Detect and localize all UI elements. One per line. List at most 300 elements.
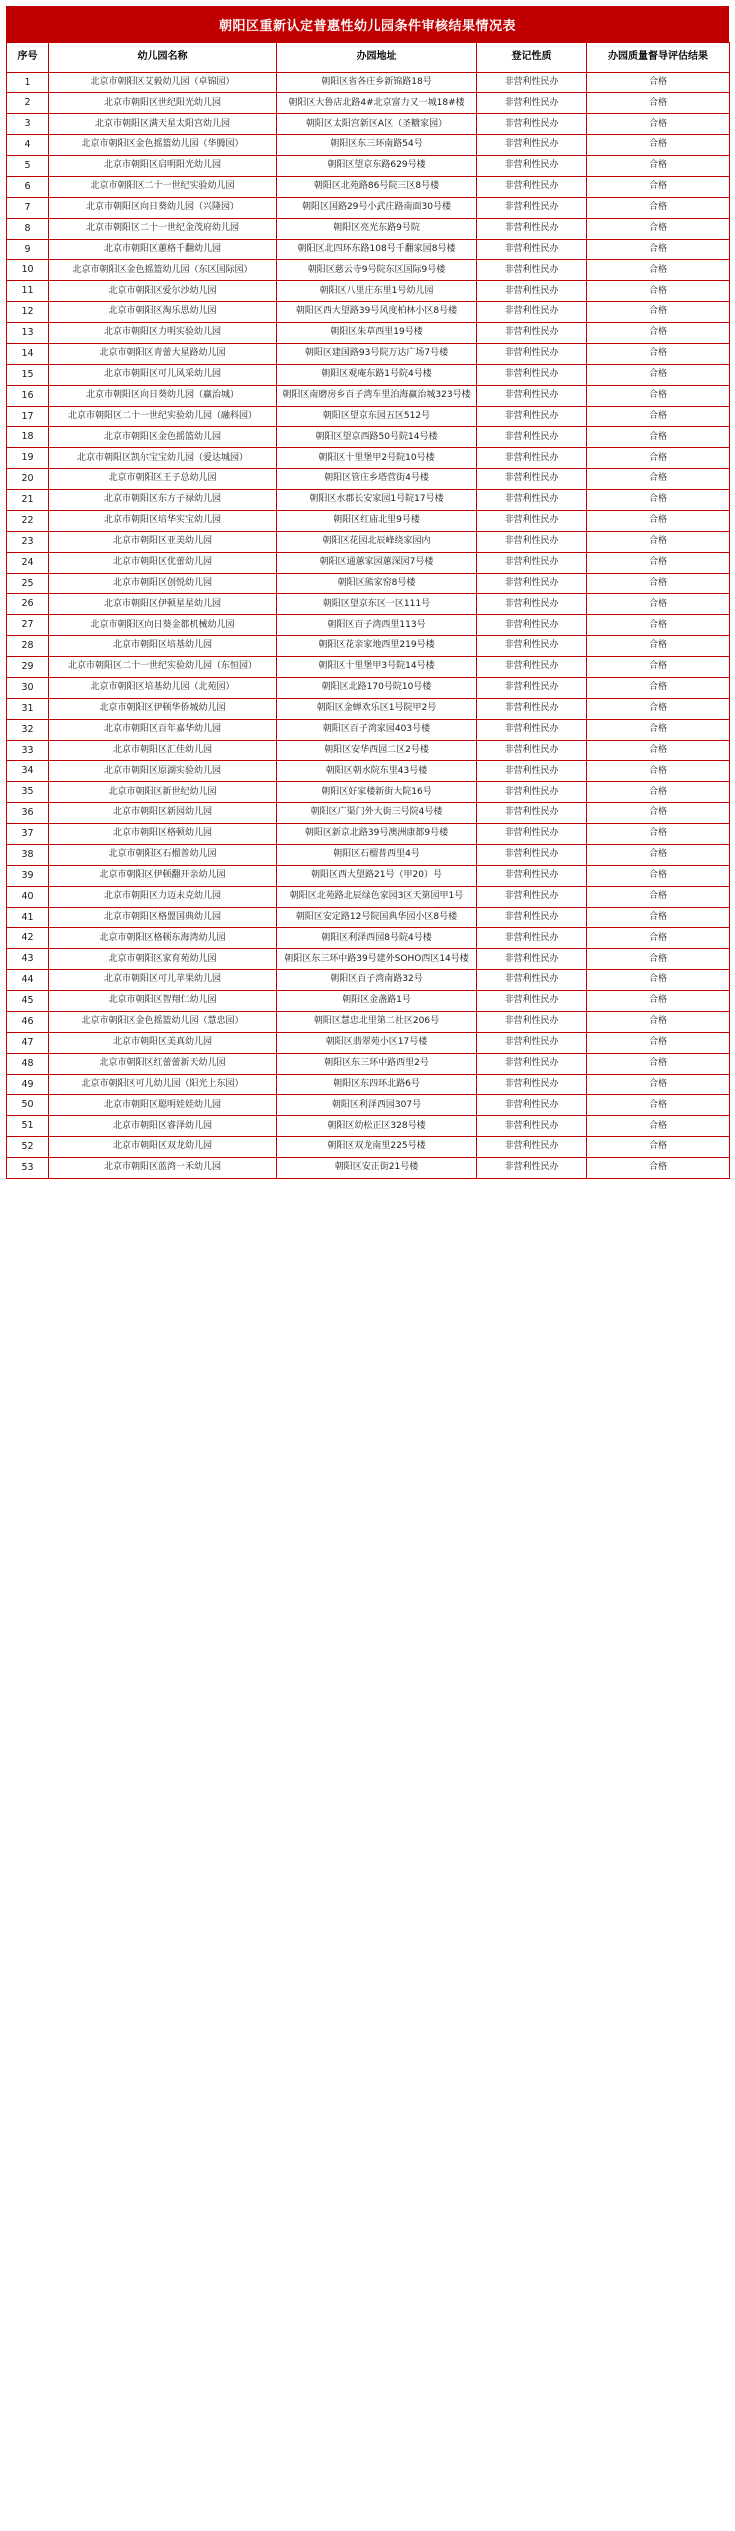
cell-name: 北京市朝阳区二十一世纪实验幼儿园 [49,176,277,197]
cell-evaluation-result: 合格 [587,176,730,197]
cell-registration-type: 非营利性民办 [477,970,587,991]
cell-address: 朝阳区亮光东路9号院 [277,218,477,239]
cell-index: 40 [7,886,49,907]
cell-name: 北京市朝阳区家育苑幼儿园 [49,949,277,970]
cell-evaluation-result: 合格 [587,698,730,719]
cell-registration-type: 非营利性民办 [477,1116,587,1137]
cell-registration-type: 非营利性民办 [477,657,587,678]
cell-name: 北京市朝阳区聪明娃娃幼儿园 [49,1095,277,1116]
cell-address: 朝阳区北路170号院10号楼 [277,677,477,698]
cell-index: 34 [7,761,49,782]
cell-registration-type: 非营利性民办 [477,323,587,344]
cell-evaluation-result: 合格 [587,448,730,469]
cell-registration-type: 非营利性民办 [477,302,587,323]
table-row [7,93,730,114]
cell-registration-type: 非营利性民办 [477,594,587,615]
cell-name: 北京市朝阳区伊顿星星幼儿园 [49,594,277,615]
cell-index: 47 [7,1032,49,1053]
table-row [7,385,730,406]
table-row [7,1011,730,1032]
cell-evaluation-result: 合格 [587,156,730,177]
cell-address: 朝阳区新京北路39号澳洲康都9号楼 [277,824,477,845]
cell-registration-type: 非营利性民办 [477,531,587,552]
cell-name: 北京市朝阳区爱尔沙幼儿园 [49,281,277,302]
cell-address: 朝阳区国路29号小武庄路南面30号楼 [277,197,477,218]
cell-address: 朝阳区北苑路北辰绿色家园3区天第园甲1号 [277,886,477,907]
cell-evaluation-result: 合格 [587,1116,730,1137]
cell-address: 朝阳区安正街21号楼 [277,1158,477,1179]
cell-registration-type: 非营利性民办 [477,385,587,406]
cell-address: 朝阳区八里庄东里1号幼儿园 [277,281,477,302]
table-row [7,615,730,636]
cell-index: 19 [7,448,49,469]
cell-evaluation-result: 合格 [587,824,730,845]
cell-registration-type: 非营利性民办 [477,427,587,448]
table-row [7,636,730,657]
cell-evaluation-result: 合格 [587,573,730,594]
cell-name: 北京市朝阳区东方子禄幼儿园 [49,490,277,511]
cell-registration-type: 非营利性民办 [477,803,587,824]
cell-evaluation-result: 合格 [587,406,730,427]
cell-evaluation-result: 合格 [587,1137,730,1158]
cell-name: 北京市朝阳区伊顿翻开亲幼儿园 [49,865,277,886]
table-row [7,719,730,740]
cell-evaluation-result: 合格 [587,886,730,907]
cell-evaluation-result: 合格 [587,364,730,385]
cell-name: 北京市朝阳区金色摇篮幼儿园 [49,427,277,448]
cell-evaluation-result: 合格 [587,636,730,657]
table-header-row [7,43,730,73]
cell-index: 29 [7,657,49,678]
cell-index: 45 [7,991,49,1012]
table-row [7,865,730,886]
cell-address: 朝阳区北四环东路108号千翻家园8号楼 [277,239,477,260]
cell-index: 17 [7,406,49,427]
cell-name: 北京市朝阳区培基幼儿园 [49,636,277,657]
table-row [7,949,730,970]
cell-index: 43 [7,949,49,970]
cell-name: 北京市朝阳区培华实宝幼儿园 [49,510,277,531]
cell-index: 39 [7,865,49,886]
cell-index: 5 [7,156,49,177]
cell-evaluation-result: 合格 [587,719,730,740]
cell-address: 朝阳区太阳宫新区A区（圣糖家园） [277,114,477,135]
table-row [7,824,730,845]
cell-registration-type: 非营利性民办 [477,1011,587,1032]
cell-registration-type: 非营利性民办 [477,719,587,740]
table-row [7,1158,730,1179]
cell-index: 12 [7,302,49,323]
cell-name: 北京市朝阳区淘乐思幼儿园 [49,302,277,323]
table-row [7,427,730,448]
table-row [7,782,730,803]
cell-address: 朝阳区望京东园五区512号 [277,406,477,427]
cell-name: 北京市朝阳区蕙格千翻幼儿园 [49,239,277,260]
cell-address: 朝阳区翡翠苑小区17号楼 [277,1032,477,1053]
cell-index: 8 [7,218,49,239]
table-row [7,281,730,302]
cell-registration-type: 非营利性民办 [477,448,587,469]
table-body [7,72,730,1178]
cell-address: 朝阳区十里堡甲3号院14号楼 [277,657,477,678]
cell-registration-type: 非营利性民办 [477,677,587,698]
table-row [7,156,730,177]
cell-name: 北京市朝阳区红蕾蕾新天幼儿园 [49,1053,277,1074]
cell-index: 3 [7,114,49,135]
cell-address: 朝阳区金蝉欢乐区1号院甲2号 [277,698,477,719]
cell-name: 北京市朝阳区新世纪幼儿园 [49,782,277,803]
cell-address: 朝阳区好家楼新街大院16号 [277,782,477,803]
table-row [7,1137,730,1158]
cell-registration-type: 非营利性民办 [477,761,587,782]
cell-registration-type: 非营利性民办 [477,281,587,302]
table-row [7,573,730,594]
cell-index: 7 [7,197,49,218]
table-row [7,740,730,761]
cell-name: 北京市朝阳区凯尔宝宝幼儿园（爱达城园） [49,448,277,469]
document-page [0,6,735,1179]
cell-evaluation-result: 合格 [587,991,730,1012]
cell-index: 49 [7,1074,49,1095]
cell-index: 16 [7,385,49,406]
table-row [7,886,730,907]
cell-address: 朝阳区幼松正区328号楼 [277,1116,477,1137]
cell-address: 朝阳区慈云寺9号院东区国际9号楼 [277,260,477,281]
cell-address: 朝阳区水郡长安家园1号院17号楼 [277,490,477,511]
cell-evaluation-result: 合格 [587,469,730,490]
cell-index: 51 [7,1116,49,1137]
cell-evaluation-result: 合格 [587,281,730,302]
cell-name: 北京市朝阳区可儿风采幼儿园 [49,364,277,385]
cell-index: 30 [7,677,49,698]
cell-address: 朝阳区安定路12号院国典华园小区8号楼 [277,907,477,928]
cell-name: 北京市朝阳区启明阳光幼儿园 [49,156,277,177]
cell-registration-type: 非营利性民办 [477,698,587,719]
cell-address: 朝阳区西大望路21号（甲20）号 [277,865,477,886]
cell-evaluation-result: 合格 [587,302,730,323]
cell-index: 41 [7,907,49,928]
cell-name: 北京市朝阳区力迈未克幼儿园 [49,886,277,907]
cell-name: 北京市朝阳区格顿幼儿园 [49,824,277,845]
cell-evaluation-result: 合格 [587,135,730,156]
cell-index: 28 [7,636,49,657]
table-row [7,761,730,782]
cell-address: 朝阳区金盏路1号 [277,991,477,1012]
cell-index: 11 [7,281,49,302]
cell-evaluation-result: 合格 [587,239,730,260]
cell-name: 北京市朝阳区培基幼儿园（北苑园） [49,677,277,698]
cell-address: 朝阳区管庄乡塔营街4号楼 [277,469,477,490]
cell-registration-type: 非营利性民办 [477,510,587,531]
cell-registration-type: 非营利性民办 [477,886,587,907]
cell-evaluation-result: 合格 [587,510,730,531]
cell-address: 朝阳区熊家窑8号楼 [277,573,477,594]
cell-index: 13 [7,323,49,344]
table-row [7,176,730,197]
cell-address: 朝阳区双龙南里225号楼 [277,1137,477,1158]
cell-registration-type: 非营利性民办 [477,1032,587,1053]
cell-index: 44 [7,970,49,991]
cell-name: 北京市朝阳区力明实验幼儿园 [49,323,277,344]
cell-index: 21 [7,490,49,511]
cell-evaluation-result: 合格 [587,594,730,615]
cell-registration-type: 非营利性民办 [477,991,587,1012]
cell-evaluation-result: 合格 [587,928,730,949]
cell-evaluation-result: 合格 [587,657,730,678]
table-row [7,323,730,344]
cell-index: 42 [7,928,49,949]
cell-address: 朝阳区省各庄乡新锦路18号 [277,72,477,93]
cell-address: 朝阳区东四环北路6号 [277,1074,477,1095]
cell-evaluation-result: 合格 [587,552,730,573]
cell-registration-type: 非营利性民办 [477,218,587,239]
table-row [7,657,730,678]
cell-name: 北京市朝阳区蓝湾一禾幼儿园 [49,1158,277,1179]
cell-index: 2 [7,93,49,114]
cell-address: 朝阳区百子湾西里113号 [277,615,477,636]
cell-evaluation-result: 合格 [587,114,730,135]
cell-registration-type: 非营利性民办 [477,93,587,114]
table-row [7,406,730,427]
table-row [7,302,730,323]
column-header-name: 幼儿园名称 [49,43,277,73]
cell-name: 北京市朝阳区格盟国典幼儿园 [49,907,277,928]
cell-name: 北京市朝阳区睿泽幼儿园 [49,1116,277,1137]
cell-index: 38 [7,844,49,865]
cell-evaluation-result: 合格 [587,865,730,886]
cell-name: 北京市朝阳区美真幼儿园 [49,1032,277,1053]
cell-name: 北京市朝阳区向日葵幼儿园（赢治城） [49,385,277,406]
column-header-index: 序号 [7,43,49,73]
cell-address: 朝阳区北苑路86号院三区8号楼 [277,176,477,197]
table-row [7,72,730,93]
cell-registration-type: 非营利性民办 [477,1137,587,1158]
cell-name: 北京市朝阳区金色摇篮幼儿园（东区国际园） [49,260,277,281]
table-row [7,364,730,385]
cell-registration-type: 非营利性民办 [477,260,587,281]
cell-name: 北京市朝阳区可儿幼儿园（阳光上东园） [49,1074,277,1095]
cell-address: 朝阳区望京东区一区111号 [277,594,477,615]
cell-index: 35 [7,782,49,803]
cell-registration-type: 非营利性民办 [477,552,587,573]
cell-address: 朝阳区朱草西里19号楼 [277,323,477,344]
cell-registration-type: 非营利性民办 [477,114,587,135]
cell-evaluation-result: 合格 [587,949,730,970]
cell-name: 北京市朝阳区优蕾幼儿园 [49,552,277,573]
table-row [7,114,730,135]
table-row [7,197,730,218]
table-row [7,490,730,511]
cell-registration-type: 非营利性民办 [477,865,587,886]
table-row [7,552,730,573]
cell-index: 53 [7,1158,49,1179]
cell-address: 朝阳区南磨房乡百子湾车里泊海赢治城323号楼 [277,385,477,406]
cell-name: 北京市朝阳区满天星太阳宫幼儿园 [49,114,277,135]
cell-address: 朝阳区东三环中路西里2号 [277,1053,477,1074]
cell-index: 27 [7,615,49,636]
cell-index: 52 [7,1137,49,1158]
cell-registration-type: 非营利性民办 [477,782,587,803]
cell-name: 北京市朝阳区艾毅幼儿园（卓锦园） [49,72,277,93]
table-row [7,135,730,156]
cell-name: 北京市朝阳区双龙幼儿园 [49,1137,277,1158]
table-row [7,991,730,1012]
cell-address: 朝阳区利泽西园307号 [277,1095,477,1116]
cell-registration-type: 非营利性民办 [477,636,587,657]
page-title: 朝阳区重新认定普惠性幼儿园条件审核结果情况表 [6,6,729,42]
cell-address: 朝阳区安华西园二区2号楼 [277,740,477,761]
cell-address: 朝阳区通蕙家园蕙深园7号楼 [277,552,477,573]
cell-evaluation-result: 合格 [587,72,730,93]
cell-name: 北京市朝阳区可儿苹果幼儿园 [49,970,277,991]
cell-registration-type: 非营利性民办 [477,176,587,197]
cell-evaluation-result: 合格 [587,218,730,239]
cell-registration-type: 非营利性民办 [477,490,587,511]
cell-registration-type: 非营利性民办 [477,197,587,218]
column-header-evaluation-result: 办园质量督导评估结果 [587,43,730,73]
table-row [7,803,730,824]
cell-name: 北京市朝阳区二十一世纪金茂府幼儿园 [49,218,277,239]
cell-registration-type: 非营利性民办 [477,928,587,949]
cell-name: 北京市朝阳区伊顿华侨城幼儿园 [49,698,277,719]
cell-evaluation-result: 合格 [587,197,730,218]
cell-registration-type: 非营利性民办 [477,1053,587,1074]
cell-evaluation-result: 合格 [587,1053,730,1074]
table-row [7,260,730,281]
cell-address: 朝阳区东三环南路54号 [277,135,477,156]
table-row [7,907,730,928]
table-row [7,594,730,615]
cell-address: 朝阳区望京东路629号楼 [277,156,477,177]
cell-name: 北京市朝阳区新园幼儿园 [49,803,277,824]
table-row [7,469,730,490]
cell-index: 10 [7,260,49,281]
cell-evaluation-result: 合格 [587,427,730,448]
cell-registration-type: 非营利性民办 [477,907,587,928]
cell-evaluation-result: 合格 [587,740,730,761]
cell-registration-type: 非营利性民办 [477,343,587,364]
cell-address: 朝阳区东三环中路39号建外SOHO西区14号楼 [277,949,477,970]
table-row [7,218,730,239]
cell-evaluation-result: 合格 [587,615,730,636]
cell-index: 23 [7,531,49,552]
cell-evaluation-result: 合格 [587,343,730,364]
cell-address: 朝阳区花亲家地西里219号楼 [277,636,477,657]
table-row [7,698,730,719]
cell-index: 15 [7,364,49,385]
cell-index: 36 [7,803,49,824]
cell-index: 24 [7,552,49,573]
cell-evaluation-result: 合格 [587,1158,730,1179]
column-header-address: 办园地址 [277,43,477,73]
table-row [7,343,730,364]
cell-evaluation-result: 合格 [587,1011,730,1032]
kindergarten-review-table [6,42,730,1179]
cell-address: 朝阳区大鲁店北路4#北京富力又一城18#楼 [277,93,477,114]
cell-index: 4 [7,135,49,156]
table-row [7,1074,730,1095]
cell-index: 18 [7,427,49,448]
cell-name: 北京市朝阳区王子总幼儿园 [49,469,277,490]
cell-name: 北京市朝阳区二十一世纪实验幼儿园（东恒园） [49,657,277,678]
table-row [7,510,730,531]
cell-address: 朝阳区望京西路50号院14号楼 [277,427,477,448]
cell-registration-type: 非营利性民办 [477,364,587,385]
cell-evaluation-result: 合格 [587,93,730,114]
cell-registration-type: 非营利性民办 [477,239,587,260]
cell-index: 26 [7,594,49,615]
cell-address: 朝阳区十里堡甲2号院10号楼 [277,448,477,469]
cell-name: 北京市朝阳区石榴普幼儿园 [49,844,277,865]
cell-registration-type: 非营利性民办 [477,72,587,93]
table-row [7,1053,730,1074]
cell-evaluation-result: 合格 [587,677,730,698]
table-row [7,448,730,469]
cell-evaluation-result: 合格 [587,970,730,991]
table-row [7,1032,730,1053]
cell-registration-type: 非营利性民办 [477,573,587,594]
cell-evaluation-result: 合格 [587,531,730,552]
cell-name: 北京市朝阳区世纪阳光幼儿园 [49,93,277,114]
cell-name: 北京市朝阳区向日葵幼儿园（兴隆园） [49,197,277,218]
table-row [7,844,730,865]
cell-index: 9 [7,239,49,260]
cell-index: 1 [7,72,49,93]
cell-registration-type: 非营利性民办 [477,740,587,761]
cell-address: 朝阳区利泽西园8号院4号楼 [277,928,477,949]
cell-registration-type: 非营利性民办 [477,1095,587,1116]
cell-index: 6 [7,176,49,197]
cell-address: 朝阳区建国路93号院万达广场7号楼 [277,343,477,364]
cell-registration-type: 非营利性民办 [477,1074,587,1095]
cell-evaluation-result: 合格 [587,761,730,782]
table-row [7,239,730,260]
table-row [7,531,730,552]
cell-name: 北京市朝阳区原湖实验幼儿园 [49,761,277,782]
cell-registration-type: 非营利性民办 [477,949,587,970]
cell-name: 北京市朝阳区金色摇篮幼儿园（慧忠园） [49,1011,277,1032]
cell-index: 48 [7,1053,49,1074]
cell-registration-type: 非营利性民办 [477,615,587,636]
cell-address: 朝阳区红庙北里9号楼 [277,510,477,531]
cell-evaluation-result: 合格 [587,782,730,803]
cell-name: 北京市朝阳区青蕾大星路幼儿园 [49,343,277,364]
cell-index: 37 [7,824,49,845]
cell-address: 朝阳区观庵东路1号院4号楼 [277,364,477,385]
cell-index: 22 [7,510,49,531]
cell-evaluation-result: 合格 [587,323,730,344]
cell-registration-type: 非营利性民办 [477,135,587,156]
cell-evaluation-result: 合格 [587,844,730,865]
cell-address: 朝阳区花园北辰峰绕家园内 [277,531,477,552]
cell-index: 20 [7,469,49,490]
cell-address: 朝阳区慧忠北里第二社区206号 [277,1011,477,1032]
cell-registration-type: 非营利性民办 [477,1158,587,1179]
cell-evaluation-result: 合格 [587,490,730,511]
cell-evaluation-result: 合格 [587,803,730,824]
cell-index: 32 [7,719,49,740]
cell-index: 14 [7,343,49,364]
cell-address: 朝阳区广渠门外大街三号院4号楼 [277,803,477,824]
table-row [7,1095,730,1116]
cell-name: 北京市朝阳区向日葵金都机械幼儿园 [49,615,277,636]
cell-name: 北京市朝阳区亚美幼儿园 [49,531,277,552]
cell-index: 46 [7,1011,49,1032]
cell-index: 31 [7,698,49,719]
table-row [7,677,730,698]
cell-name: 北京市朝阳区二十一世纪实验幼儿园（融科园） [49,406,277,427]
cell-name: 北京市朝阳区格顿东海湾幼儿园 [49,928,277,949]
